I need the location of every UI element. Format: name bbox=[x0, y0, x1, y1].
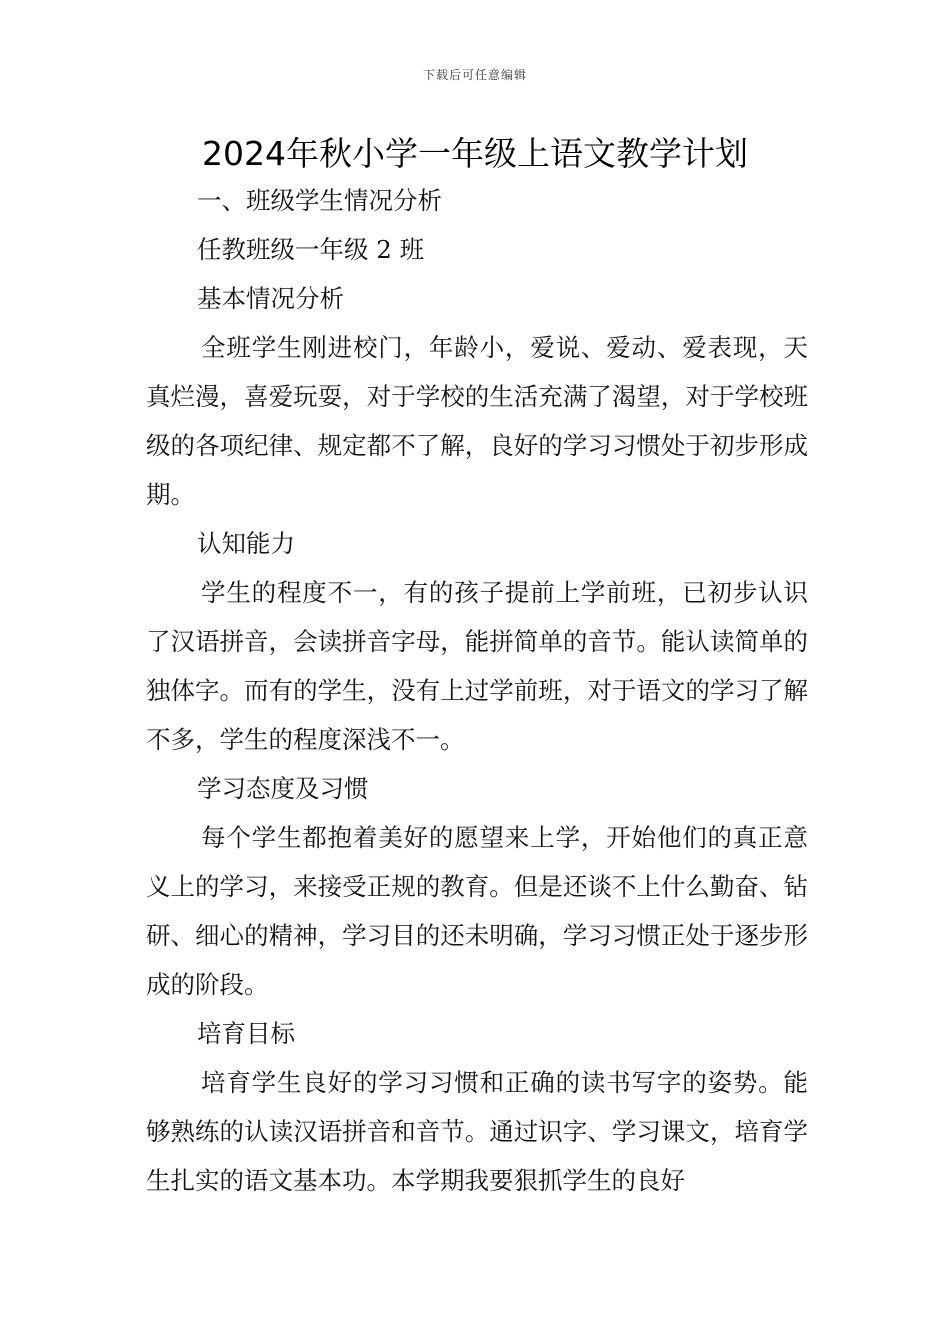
header-note: 下载后可任意编辑 bbox=[422, 68, 527, 82]
paragraph-goal: 培育学生良好的学习习惯和正确的读书写字的姿势。能够熟练的认读汉语拼音和音节。通过识字、学习课文，培育学生扎实的语文基本功。本学期我要狠抓学生的良好 bbox=[146, 1068, 808, 1195]
paragraph-attitude: 每个学生都抱着美好的愿望来上学，开始他们的真正意义上的学习，来接受正规的教育。但是还谈不上什么勤奋、钻研、细心的精神，学习目的还未明确，学习习惯正处于逐步形成的阶段。 bbox=[146, 823, 808, 999]
document-body bbox=[146, 176, 808, 1205]
section-heading-attitude: 学习态度及习惯 bbox=[197, 774, 369, 803]
document-title: 2024年秋小学一年级上语文教学计划 bbox=[202, 134, 748, 173]
section-heading-basic: 基本情况分析 bbox=[197, 284, 344, 313]
section-heading-class-analysis: 一、班级学生情况分析 bbox=[197, 186, 442, 215]
section-heading-goal: 培育目标 bbox=[197, 1019, 295, 1048]
paragraph-cognitive: 学生的程度不一，有的孩子提前上学前班，已初步认识了汉语拼音，会读拼音字母，能拼简单的音节。能认读简单的独体字。而有的学生，没有上过学前班，对于语文的学习了解不多，学生的程度深浅不一。 bbox=[146, 578, 808, 754]
paragraph-basic: 全班学生刚进校门，年龄小，爱说、爱动、爱表现，天真烂漫，喜爱玩耍，对于学校的生活充满了渴望，对于学校班级的各项纪律、规定都不了解，良好的学习习惯处于初步形成期。 bbox=[146, 333, 808, 509]
section-heading-cognitive: 认知能力 bbox=[197, 529, 295, 558]
class-info: 任教班级一年级 2 班 bbox=[197, 235, 425, 264]
